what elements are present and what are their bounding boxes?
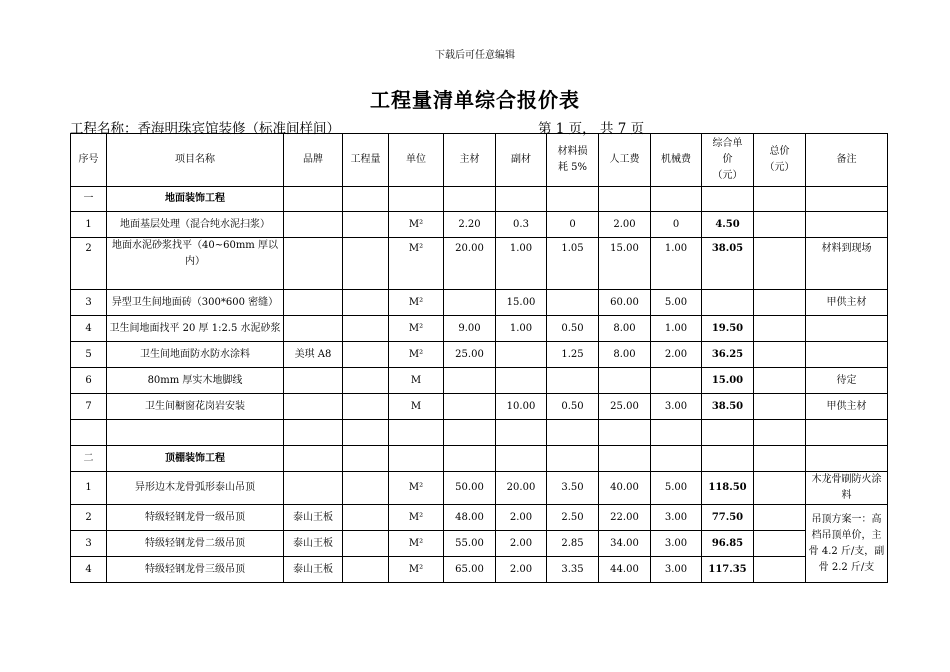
- cell-remark: 木龙骨刷防火涂料: [806, 472, 888, 505]
- cell-labor: 8.00: [599, 316, 651, 342]
- cell-unit: M²: [389, 472, 444, 505]
- cell-total: [754, 238, 806, 290]
- cell-machine: 2.00: [651, 342, 702, 368]
- table-row: [71, 316, 888, 342]
- page-info: 第 1 页， 共 7 页: [538, 121, 645, 137]
- header-no: 序号: [71, 134, 107, 187]
- cell-name: 特级轻钢龙骨二级吊顶: [107, 531, 284, 557]
- cell-remark: 待定: [806, 368, 888, 394]
- cell-main: 50.00: [444, 472, 496, 505]
- cell-main: [444, 368, 496, 394]
- cell-machine: 0: [651, 212, 702, 238]
- table-row: [71, 212, 888, 238]
- header-loss-line1: 材料损: [557, 146, 588, 157]
- cell-aux: 20.00: [496, 472, 547, 505]
- cell-remark: [806, 342, 888, 368]
- cell-price: 4.50: [702, 212, 754, 238]
- cell-price: 38.50: [702, 394, 754, 420]
- cell-machine: 3.00: [651, 505, 702, 531]
- cell-aux: 2.00: [496, 505, 547, 531]
- cell-name: 80mm 厚实木地脚线: [107, 368, 284, 394]
- cell-qty: [343, 557, 389, 583]
- cell-brand: 泰山王板: [284, 505, 343, 531]
- cell-machine: 1.00: [651, 238, 702, 290]
- cell-qty: [343, 342, 389, 368]
- cell-loss: 1.25: [547, 342, 599, 368]
- table-row: [71, 531, 888, 557]
- cell-main: 55.00: [444, 531, 496, 557]
- table-row: [71, 290, 888, 316]
- cell-main: 25.00: [444, 342, 496, 368]
- cell-name: 异型卫生间地面砖（300*600 密缝）: [107, 290, 284, 316]
- cell-price: [702, 290, 754, 316]
- cell-total: [754, 290, 806, 316]
- cell-labor: 40.00: [599, 472, 651, 505]
- cell-no: 4: [71, 316, 107, 342]
- header-labor: 人工费: [599, 134, 651, 187]
- cell-machine: 3.00: [651, 531, 702, 557]
- cell-unit: M²: [389, 557, 444, 583]
- section-row: [71, 446, 888, 472]
- cell-machine: 5.00: [651, 290, 702, 316]
- header-row: [71, 134, 888, 187]
- table-row: [71, 368, 888, 394]
- cell-aux: 10.00: [496, 394, 547, 420]
- cell-unit: M²: [389, 316, 444, 342]
- cell-price: 38.05: [702, 238, 754, 290]
- cell-aux: 0.3: [496, 212, 547, 238]
- cell-main: 2.20: [444, 212, 496, 238]
- cell-labor: 34.00: [599, 531, 651, 557]
- cell-labor: 60.00: [599, 290, 651, 316]
- cell-qty: [343, 394, 389, 420]
- cell-loss: [547, 368, 599, 394]
- project-name: 工程名称：香海明珠宾馆装修（标准间样间）: [70, 121, 340, 137]
- cell-price: 118.50: [702, 472, 754, 505]
- cell-loss: [547, 290, 599, 316]
- cell-total: [754, 316, 806, 342]
- cell-loss: 0.50: [547, 316, 599, 342]
- cell-brand: 泰山王板: [284, 531, 343, 557]
- cell-labor: 44.00: [599, 557, 651, 583]
- cell-aux: 2.00: [496, 531, 547, 557]
- cell-total: [754, 368, 806, 394]
- cell-total: [754, 394, 806, 420]
- cell-loss: 0: [547, 212, 599, 238]
- cell-unit: M²: [389, 238, 444, 290]
- header-remark: 备注: [806, 134, 888, 187]
- cell-main: 9.00: [444, 316, 496, 342]
- cell-name: 地面水泥砂浆找平（40~60mm 厚以内）: [107, 238, 284, 290]
- table-row: [71, 505, 888, 531]
- cell-machine: 1.00: [651, 316, 702, 342]
- cell-qty: [343, 238, 389, 290]
- cell-brand: [284, 238, 343, 290]
- cell-brand: 美琪 A8: [284, 342, 343, 368]
- cell-remark: [806, 316, 888, 342]
- header-total: [754, 134, 806, 187]
- page-title: 工程量清单综合报价表: [370, 88, 580, 112]
- cell-total: [754, 531, 806, 557]
- cell-name: 卫生间橱窗花岗岩安装: [107, 394, 284, 420]
- cell-brand: [284, 394, 343, 420]
- section-title: 顶棚装饰工程: [107, 446, 284, 472]
- header-total-line1: 总价: [769, 146, 790, 157]
- cell-price: 96.85: [702, 531, 754, 557]
- cell-machine: [651, 368, 702, 394]
- cell-qty: [343, 531, 389, 557]
- cell-total: [754, 557, 806, 583]
- cell-name: 地面基层处理（混合纯水泥扫浆）: [107, 212, 284, 238]
- cell-no: 3: [71, 531, 107, 557]
- cell-unit: M²: [389, 212, 444, 238]
- cell-qty: [343, 316, 389, 342]
- cell-labor: 15.00: [599, 238, 651, 290]
- cell-main: [444, 394, 496, 420]
- cell-total: [754, 505, 806, 531]
- header-unitprice-line1: 综合单: [712, 138, 743, 149]
- cell-loss: 1.05: [547, 238, 599, 290]
- cell-aux: [496, 342, 547, 368]
- section-no: 一: [71, 187, 107, 212]
- cell-price: 19.50: [702, 316, 754, 342]
- cell-no: 2: [71, 238, 107, 290]
- cell-price: 117.35: [702, 557, 754, 583]
- cell-remark: 材料到现场: [806, 238, 888, 290]
- cell-aux: 15.00: [496, 290, 547, 316]
- cell-total: [754, 212, 806, 238]
- header-loss: [547, 134, 599, 187]
- cell-no: 7: [71, 394, 107, 420]
- section-row: [71, 187, 888, 212]
- cell-qty: [343, 212, 389, 238]
- cell-price: 77.50: [702, 505, 754, 531]
- cell-remark: [806, 212, 888, 238]
- cell-name: 卫生间地面防水防水涂料: [107, 342, 284, 368]
- cell-main: 48.00: [444, 505, 496, 531]
- cell-labor: 2.00: [599, 212, 651, 238]
- cell-no: 4: [71, 557, 107, 583]
- empty-row: [71, 420, 888, 446]
- cell-qty: [343, 472, 389, 505]
- cell-total: [754, 342, 806, 368]
- header-name: 项目名称: [107, 134, 284, 187]
- cell-brand: [284, 212, 343, 238]
- quote-table: [70, 133, 888, 583]
- cell-labor: 8.00: [599, 342, 651, 368]
- cell-no: 3: [71, 290, 107, 316]
- cell-aux: 2.00: [496, 557, 547, 583]
- header-loss-line2: 耗 5%: [557, 162, 588, 173]
- cell-brand: [284, 472, 343, 505]
- cell-machine: 3.00: [651, 394, 702, 420]
- cell-unit: M²: [389, 505, 444, 531]
- cell-aux: 1.00: [496, 316, 547, 342]
- cell-price: 36.25: [702, 342, 754, 368]
- cell-main: 65.00: [444, 557, 496, 583]
- cell-labor: 25.00: [599, 394, 651, 420]
- cell-loss: 3.35: [547, 557, 599, 583]
- table-row: [71, 394, 888, 420]
- header-main: 主材: [444, 134, 496, 187]
- cell-remark: 甲供主材: [806, 394, 888, 420]
- header-unit: 单位: [389, 134, 444, 187]
- section-title: 地面装饰工程: [107, 187, 284, 212]
- table-row: [71, 557, 888, 583]
- cell-total: [754, 472, 806, 505]
- header-unitprice-line3: （元）: [712, 170, 743, 181]
- cell-brand: [284, 368, 343, 394]
- cell-no: 6: [71, 368, 107, 394]
- cell-no: 5: [71, 342, 107, 368]
- cell-aux: [496, 368, 547, 394]
- cell-unit: M²: [389, 342, 444, 368]
- table-row: [71, 342, 888, 368]
- table-row: [71, 238, 888, 290]
- cell-unit: M²: [389, 531, 444, 557]
- cell-qty: [343, 368, 389, 394]
- header-total-line2: （元）: [764, 162, 795, 173]
- header-machine: 机械费: [651, 134, 702, 187]
- cell-machine: 3.00: [651, 557, 702, 583]
- cell-machine: 5.00: [651, 472, 702, 505]
- cell-no: 2: [71, 505, 107, 531]
- cell-main: 20.00: [444, 238, 496, 290]
- header-aux: 副材: [496, 134, 547, 187]
- cell-price: 15.00: [702, 368, 754, 394]
- header-unitprice-line2: 价: [722, 154, 733, 165]
- cell-loss: 0.50: [547, 394, 599, 420]
- cell-loss: 2.85: [547, 531, 599, 557]
- cell-brand: 泰山王板: [284, 557, 343, 583]
- section-no: 二: [71, 446, 107, 472]
- cell-name: 卫生间地面找平 20 厚 1:2.5 水泥砂浆: [107, 316, 284, 342]
- table-row: [71, 472, 888, 505]
- cell-labor: 22.00: [599, 505, 651, 531]
- cell-unit: M: [389, 368, 444, 394]
- cell-remark: 甲供主材: [806, 290, 888, 316]
- cell-remark-merged: 吊顶方案一：高档吊顶单价，主骨 4.2 斤/支，副骨 2.2 斤/支: [806, 505, 888, 583]
- cell-main: [444, 290, 496, 316]
- cell-labor: [599, 368, 651, 394]
- cell-brand: [284, 290, 343, 316]
- cell-qty: [343, 290, 389, 316]
- cell-brand: [284, 316, 343, 342]
- cell-no: 1: [71, 212, 107, 238]
- header-qty: 工程量: [343, 134, 389, 187]
- cell-unit: M²: [389, 290, 444, 316]
- cell-qty: [343, 505, 389, 531]
- cell-name: 特级轻钢龙骨三级吊顶: [107, 557, 284, 583]
- cell-loss: 2.50: [547, 505, 599, 531]
- top-note: 下载后可任意编辑: [435, 50, 515, 61]
- cell-unit: M: [389, 394, 444, 420]
- cell-aux: 1.00: [496, 238, 547, 290]
- header-brand: 品牌: [284, 134, 343, 187]
- cell-no: 1: [71, 472, 107, 505]
- header-unitprice: [702, 134, 754, 187]
- cell-name: 特级轻钢龙骨一级吊顶: [107, 505, 284, 531]
- cell-loss: 3.50: [547, 472, 599, 505]
- cell-name: 异形边木龙骨弧形泰山吊顶: [107, 472, 284, 505]
